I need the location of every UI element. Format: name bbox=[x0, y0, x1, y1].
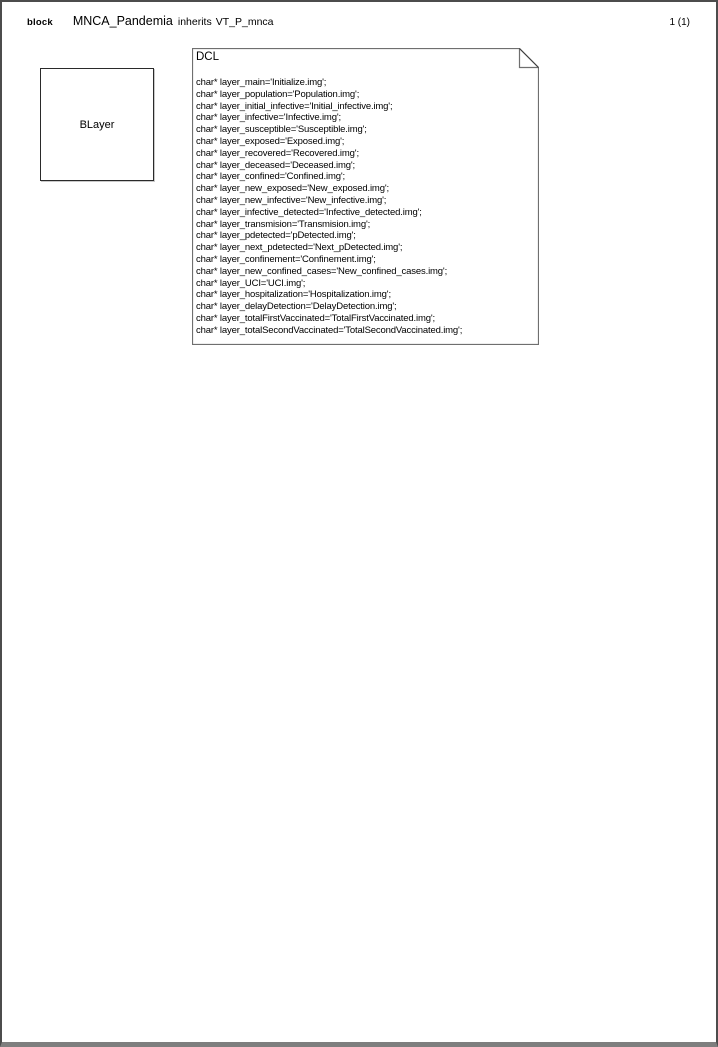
dcl-declaration-line: char* layer_delayDetection='DelayDetection.img'; bbox=[196, 301, 397, 313]
dcl-note-shape[interactable] bbox=[192, 48, 539, 345]
dcl-declaration-line: char* layer_infective='Infective.img'; bbox=[196, 112, 341, 124]
dcl-declaration-line: char* layer_susceptible='Susceptible.img'; bbox=[196, 124, 367, 136]
dcl-note-title: DCL bbox=[196, 51, 220, 63]
dcl-declaration-line: char* layer_new_confined_cases='New_confined_cases.img'; bbox=[196, 265, 448, 277]
dcl-declaration-line: char* layer_UCI='UCI.img'; bbox=[196, 277, 306, 289]
dcl-declaration-line: char* layer_deceased='Deceased.img'; bbox=[196, 159, 356, 171]
dcl-declaration-line: char* layer_next_pdetected='Next_pDetected.img'; bbox=[196, 242, 403, 254]
inherits-keyword: inherits bbox=[177, 16, 212, 28]
dcl-declaration-line: char* layer_population='Population.img'; bbox=[196, 88, 360, 100]
dcl-declaration-line: char* layer_new_infective='New_infective.img'; bbox=[196, 194, 387, 206]
blayer-label: BLayer bbox=[79, 118, 115, 131]
dcl-declaration-line: char* layer_initial_infective='Initial_infective.img'; bbox=[196, 100, 393, 112]
dcl-declaration-line: char* layer_exposed='Exposed.img'; bbox=[196, 135, 345, 147]
dcl-declaration-line: char* layer_recovered='Recovered.img'; bbox=[196, 147, 359, 159]
block-keyword: block bbox=[27, 17, 53, 28]
block-name: MNCA_Pandemia bbox=[72, 14, 173, 28]
dcl-declaration-line: char* layer_confined='Confined.img'; bbox=[196, 171, 345, 183]
dcl-declaration-line: char* layer_infective_detected='Infective_detected.img'; bbox=[196, 206, 422, 218]
dcl-declaration-line: char* layer_confinement='Confinement.img'; bbox=[196, 253, 376, 265]
dcl-declaration-line: char* layer_hospitalization='Hospitalization.img'; bbox=[196, 289, 391, 301]
dcl-declaration-line: char* layer_totalSecondVaccinated='TotalSecondVaccinated.img'; bbox=[196, 324, 463, 336]
page-header bbox=[27, 14, 274, 28]
page-number: 1 (1) bbox=[669, 17, 690, 28]
dcl-note-content bbox=[196, 51, 537, 343]
dcl-declaration-line: char* layer_new_exposed='New_exposed.img'; bbox=[196, 183, 389, 195]
dcl-declaration-line: char* layer_transmision='Transmision.img'; bbox=[196, 218, 371, 230]
dcl-declaration-line: char* layer_pdetected='pDetected.img'; bbox=[196, 230, 356, 242]
dcl-note-body bbox=[196, 77, 537, 337]
parent-block-name: VT_P_mnca bbox=[215, 16, 274, 28]
dcl-declaration-line: char* layer_main='Initialize.img'; bbox=[196, 77, 327, 88]
dcl-declaration-line: char* layer_totalFirstVaccinated='TotalFirstVaccinated.img'; bbox=[196, 312, 436, 324]
blayer-block-shape[interactable] bbox=[40, 68, 154, 181]
